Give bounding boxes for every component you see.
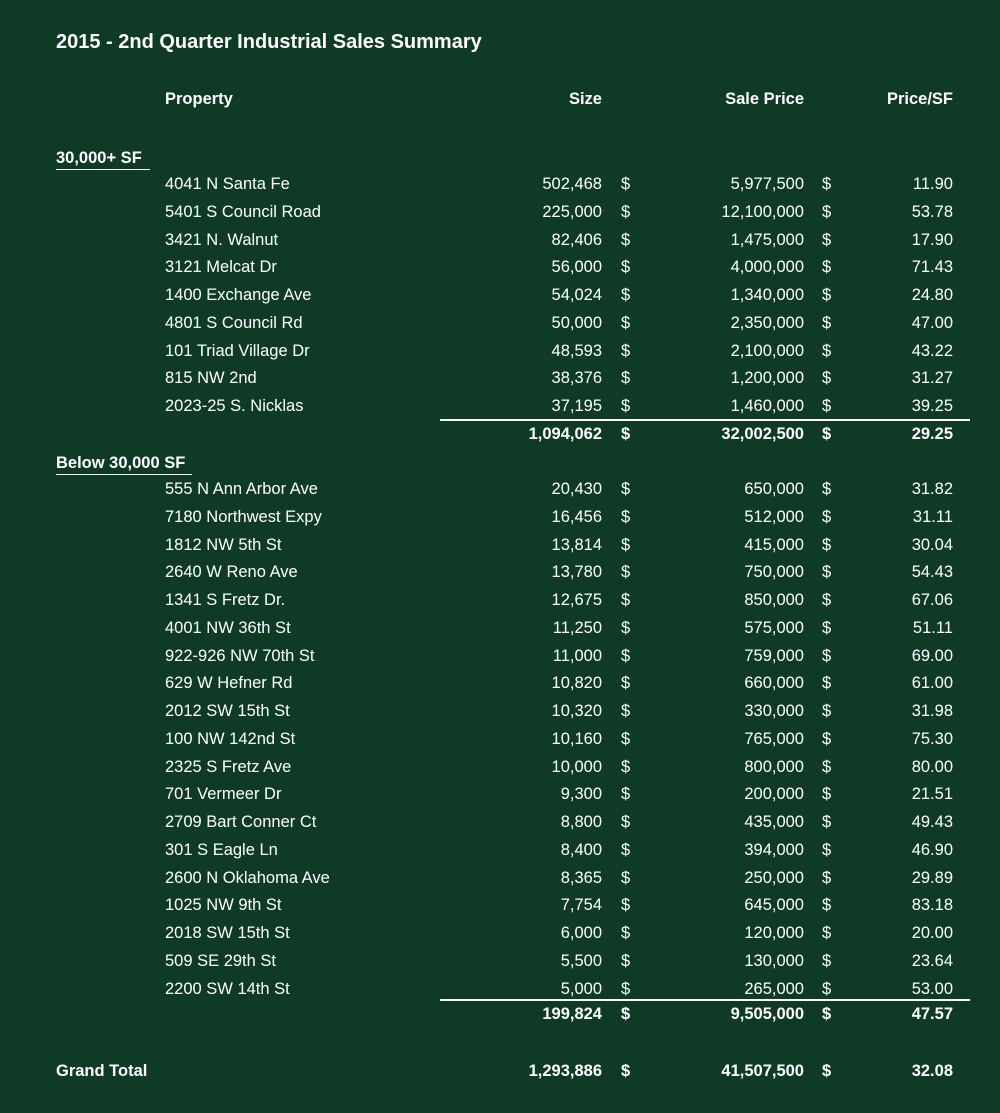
size-cell: 56,000	[551, 258, 602, 277]
property-cell: 301 S Eagle Ln	[165, 840, 278, 859]
sale-price-cell: 1,460,000	[730, 397, 804, 415]
size-cell: 13,814	[551, 535, 602, 554]
size-cell: 5,000	[560, 979, 602, 998]
size-cell: 16,456	[551, 507, 602, 526]
property-cell: 1025 NW 9th St	[165, 896, 282, 915]
currency-symbol: $	[621, 646, 631, 665]
column-header-sale-price: Sale Price	[725, 90, 804, 108]
price-sf-cell: 31.27	[911, 369, 953, 388]
currency-symbol: $	[822, 840, 832, 859]
currency-symbol: $	[621, 702, 631, 720]
currency-symbol: $	[621, 369, 631, 388]
currency-symbol: $	[822, 924, 832, 942]
property-cell: 629 W Hefner Rd	[165, 674, 293, 693]
sale-price-cell: 415,000	[744, 535, 804, 554]
currency-symbol: $	[621, 785, 631, 804]
currency-symbol: $	[621, 674, 631, 693]
sale-price-cell: 1,340,000	[730, 286, 804, 304]
size-cell: 13,780	[551, 563, 602, 582]
size-cell: 502,468	[542, 175, 602, 193]
currency-symbol: $	[822, 425, 832, 443]
size-cell: 8,400	[560, 840, 602, 859]
currency-symbol: $	[621, 286, 631, 304]
currency-symbol: $	[822, 618, 832, 637]
price-sf-cell: 24.80	[911, 286, 953, 304]
price-sf-cell: 31.82	[911, 480, 953, 498]
currency-symbol: $	[621, 979, 631, 998]
property-cell: 2640 W Reno Ave	[165, 563, 298, 582]
table-row	[0, 919, 1000, 947]
table-row	[0, 503, 1000, 531]
property-cell: 5401 S Council Road	[165, 202, 321, 221]
price-sf-cell: 53.78	[911, 202, 953, 221]
currency-symbol: $	[822, 1062, 832, 1080]
currency-symbol: $	[822, 785, 832, 804]
price-sf-cell: 61.00	[911, 674, 953, 693]
section-label-text: Below 30,000 SF	[56, 454, 186, 472]
sale-price-cell: 12,100,000	[721, 202, 804, 221]
sale-price-cell: 265,000	[744, 979, 804, 998]
currency-symbol: $	[822, 813, 832, 831]
currency-symbol: $	[822, 868, 832, 887]
currency-symbol: $	[822, 951, 832, 970]
size-cell: 10,820	[551, 674, 602, 693]
price-sf-cell: 80.00	[911, 757, 953, 776]
currency-symbol: $	[621, 840, 631, 859]
subtotal-price-sf: 47.57	[911, 1005, 953, 1023]
sale-price-cell: 394,000	[744, 840, 804, 859]
price-sf-cell: 29.89	[911, 868, 953, 887]
property-cell: 1400 Exchange Ave	[165, 286, 312, 304]
currency-symbol: $	[621, 313, 631, 332]
grand-total-row	[0, 1057, 1000, 1085]
currency-symbol: $	[822, 341, 832, 360]
sale-price-cell: 645,000	[744, 896, 804, 915]
table-row	[0, 669, 1000, 697]
currency-symbol: $	[621, 563, 631, 582]
size-cell: 54,024	[551, 286, 602, 304]
currency-symbol: $	[621, 507, 631, 526]
currency-symbol: $	[621, 480, 631, 498]
sale-price-cell: 759,000	[744, 646, 804, 665]
price-sf-cell: 75.30	[911, 729, 953, 748]
sale-price-cell: 130,000	[744, 951, 804, 970]
sale-price-cell: 1,475,000	[730, 230, 804, 249]
currency-symbol: $	[822, 258, 832, 277]
table-row	[0, 558, 1000, 586]
size-cell: 20,430	[551, 480, 602, 498]
subtotal-size: 1,094,062	[528, 425, 602, 443]
price-sf-cell: 53.00	[911, 979, 953, 998]
property-cell: 509 SE 29th St	[165, 951, 276, 970]
property-cell: 101 Triad Village Dr	[165, 341, 310, 360]
table-row	[0, 753, 1000, 781]
property-cell: 3121 Melcat Dr	[165, 258, 277, 277]
size-cell: 11,250	[552, 618, 602, 637]
currency-symbol: $	[621, 425, 631, 443]
currency-symbol: $	[822, 674, 832, 693]
sale-price-cell: 765,000	[744, 729, 804, 748]
currency-symbol: $	[621, 535, 631, 554]
section-label-text: 30,000+ SF	[56, 149, 142, 167]
property-cell: 2200 SW 14th St	[165, 979, 290, 998]
currency-symbol: $	[822, 591, 832, 609]
currency-symbol: $	[621, 1005, 631, 1023]
currency-symbol: $	[621, 951, 631, 970]
size-cell: 37,195	[551, 397, 602, 415]
sale-price-cell: 1,200,000	[730, 369, 804, 388]
price-sf-cell: 46.90	[911, 840, 953, 859]
size-cell: 10,320	[551, 702, 602, 720]
size-cell: 6,000	[560, 924, 602, 942]
price-sf-cell: 54.43	[911, 563, 953, 582]
property-cell: 100 NW 142nd St	[165, 729, 296, 748]
size-cell: 48,593	[551, 341, 602, 360]
subtotal-sale-price: 32,002,500	[721, 425, 804, 443]
table-row	[0, 864, 1000, 892]
sale-price-cell: 435,000	[744, 813, 804, 831]
currency-symbol: $	[822, 286, 832, 304]
table-row	[0, 808, 1000, 836]
currency-symbol: $	[822, 729, 832, 748]
currency-symbol: $	[822, 313, 832, 332]
table-row	[0, 531, 1000, 559]
currency-symbol: $	[822, 507, 832, 526]
currency-symbol: $	[822, 896, 832, 915]
currency-symbol: $	[621, 258, 631, 277]
property-cell: 555 N Ann Arbor Ave	[165, 480, 318, 498]
size-cell: 225,000	[542, 202, 602, 221]
price-sf-cell: 23.64	[911, 951, 953, 970]
sale-price-cell: 5,977,500	[730, 175, 804, 193]
sale-price-cell: 512,000	[744, 507, 804, 526]
sale-price-cell: 330,000	[744, 702, 804, 720]
property-cell: 2709 Bart Conner Ct	[165, 813, 317, 831]
subtotal-row-below-30000	[0, 1000, 1000, 1028]
size-cell: 8,365	[560, 868, 602, 887]
table-row	[0, 780, 1000, 808]
price-sf-cell: 51.11	[912, 618, 953, 637]
table-row	[0, 697, 1000, 725]
price-sf-cell: 71.43	[911, 258, 953, 277]
sale-price-cell: 2,100,000	[730, 341, 804, 360]
price-sf-cell: 31.11	[912, 507, 953, 526]
price-sf-cell: 49.43	[911, 813, 953, 831]
property-cell: 701 Vermeer Dr	[165, 785, 282, 804]
currency-symbol: $	[621, 757, 631, 776]
property-cell: 2012 SW 15th St	[165, 702, 290, 720]
size-cell: 7,754	[560, 896, 602, 915]
currency-symbol: $	[621, 868, 631, 887]
sale-price-cell: 2,350,000	[730, 313, 804, 332]
currency-symbol: $	[621, 591, 631, 609]
sale-price-cell: 250,000	[744, 868, 804, 887]
subtotal-sale-price: 9,505,000	[730, 1005, 804, 1023]
currency-symbol: $	[822, 1005, 832, 1023]
currency-symbol: $	[822, 480, 832, 498]
sale-price-cell: 750,000	[744, 563, 804, 582]
size-cell: 9,300	[560, 785, 602, 804]
price-sf-cell: 67.06	[911, 591, 953, 609]
table-row	[0, 614, 1000, 642]
size-cell: 38,376	[551, 369, 602, 388]
size-cell: 5,500	[560, 951, 602, 970]
currency-symbol: $	[621, 618, 631, 637]
currency-symbol: $	[621, 1062, 631, 1080]
size-cell: 10,000	[551, 757, 602, 776]
property-cell: 4801 S Council Rd	[165, 313, 303, 332]
table-row	[0, 836, 1000, 864]
price-sf-cell: 43.22	[911, 341, 953, 360]
currency-symbol: $	[621, 813, 631, 831]
currency-symbol: $	[822, 230, 832, 249]
price-sf-cell: 11.90	[912, 175, 953, 193]
size-cell: 10,160	[551, 729, 602, 748]
property-cell: 922-926 NW 70th St	[165, 646, 315, 665]
table-row	[0, 891, 1000, 919]
property-cell: 815 NW 2nd	[165, 369, 257, 388]
size-cell: 8,800	[560, 813, 602, 831]
page-title: 2015 - 2nd Quarter Industrial Sales Summary	[56, 31, 482, 53]
currency-symbol: $	[621, 230, 631, 249]
currency-symbol: $	[822, 757, 832, 776]
column-header-property: Property	[165, 90, 233, 108]
size-cell: 11,000	[552, 646, 602, 665]
currency-symbol: $	[822, 563, 832, 582]
table-row	[0, 475, 1000, 503]
property-cell: 2023-25 S. Nicklas	[165, 397, 304, 415]
price-sf-cell: 17.90	[911, 230, 953, 249]
property-cell: 4041 N Santa Fe	[165, 175, 290, 193]
property-cell: 3421 N. Walnut	[165, 230, 279, 249]
size-cell: 50,000	[551, 313, 602, 332]
table-row	[0, 725, 1000, 753]
sale-price-cell: 850,000	[744, 591, 804, 609]
sale-price-cell: 650,000	[744, 480, 804, 498]
currency-symbol: $	[822, 202, 832, 221]
price-sf-cell: 21.51	[911, 785, 953, 804]
currency-symbol: $	[822, 369, 832, 388]
currency-symbol: $	[621, 175, 631, 193]
property-cell: 4001 NW 36th St	[165, 618, 291, 637]
sale-price-cell: 4,000,000	[730, 258, 804, 277]
property-cell: 2018 SW 15th St	[165, 924, 290, 942]
currency-symbol: $	[822, 979, 832, 998]
sale-price-cell: 120,000	[744, 924, 804, 942]
currency-symbol: $	[621, 896, 631, 915]
currency-symbol: $	[621, 341, 631, 360]
grand-total-price-sf: 32.08	[911, 1062, 953, 1080]
price-sf-cell: 20.00	[911, 924, 953, 942]
subtotal-size: 199,824	[542, 1005, 602, 1023]
currency-symbol: $	[822, 702, 832, 720]
currency-symbol: $	[621, 397, 631, 415]
sale-price-cell: 660,000	[744, 674, 804, 693]
property-cell: 7180 Northwest Expy	[165, 507, 322, 526]
grand-total-label: Grand Total	[56, 1062, 148, 1080]
property-cell: 2600 N Oklahoma Ave	[165, 868, 330, 887]
property-cell: 1341 S Fretz Dr.	[165, 591, 286, 609]
currency-symbol: $	[822, 646, 832, 665]
currency-symbol: $	[822, 397, 832, 415]
grand-total-size: 1,293,886	[528, 1062, 602, 1080]
price-sf-cell: 83.18	[911, 896, 953, 915]
price-sf-cell: 31.98	[911, 702, 953, 720]
price-sf-cell: 39.25	[911, 397, 953, 415]
column-header-size: Size	[568, 90, 602, 108]
currency-symbol: $	[822, 175, 832, 193]
property-cell: 2325 S Fretz Ave	[165, 757, 292, 776]
currency-symbol: $	[822, 535, 832, 554]
table-row	[0, 642, 1000, 670]
column-header-price-sf: Price/SF	[886, 90, 953, 108]
price-sf-cell: 30.04	[911, 535, 953, 554]
size-cell: 12,675	[551, 591, 602, 609]
currency-symbol: $	[621, 729, 631, 748]
size-cell: 82,406	[551, 230, 602, 249]
table-row	[0, 586, 1000, 614]
property-cell: 1812 NW 5th St	[165, 535, 282, 554]
sale-price-cell: 800,000	[744, 757, 804, 776]
sale-price-cell: 575,000	[744, 618, 804, 637]
currency-symbol: $	[621, 924, 631, 942]
sale-price-cell: 200,000	[744, 785, 804, 804]
subtotal-price-sf: 29.25	[911, 425, 953, 443]
price-sf-cell: 47.00	[911, 313, 953, 332]
price-sf-cell: 69.00	[911, 646, 953, 665]
table-row	[0, 947, 1000, 975]
grand-total-sale-price: 41,507,500	[721, 1062, 804, 1080]
currency-symbol: $	[621, 202, 631, 221]
